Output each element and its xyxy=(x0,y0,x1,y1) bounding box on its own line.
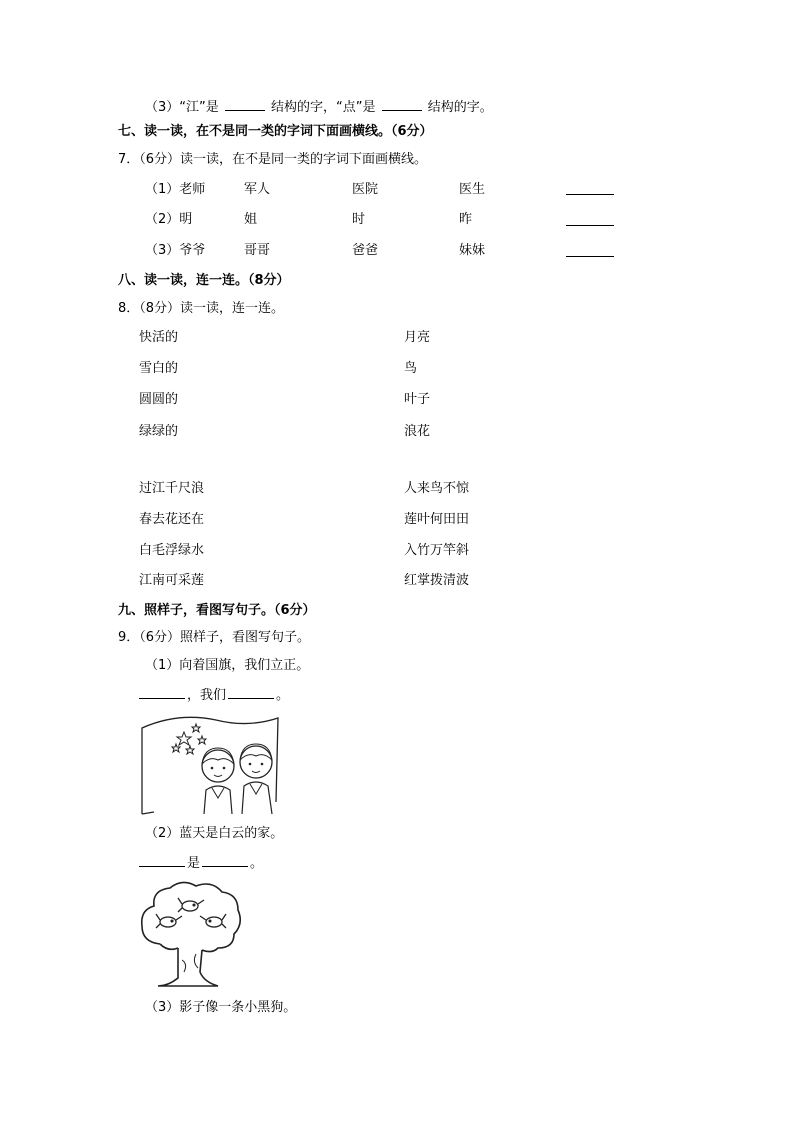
q7-row1-c1[interactable]: （1）老师 xyxy=(145,182,206,197)
q9-item1: （1）向着国旗，我们立正。 xyxy=(145,658,310,673)
q7-row2-c2[interactable]: 姐 xyxy=(244,212,258,227)
match-left-4[interactable]: 绿绿的 xyxy=(139,424,179,439)
q9-item2: （2）蓝天是白云的家。 xyxy=(145,826,284,841)
answer-blank[interactable] xyxy=(566,225,614,226)
q6-item3 xyxy=(145,97,493,116)
match-left-3[interactable]: 圆圆的 xyxy=(139,392,179,407)
answer-blank[interactable] xyxy=(139,685,185,699)
section7-heading: 七、读一读，在不是同一类的字词下面画横线。（6分） xyxy=(118,124,433,139)
q7-row2-c1[interactable]: （2）明 xyxy=(145,212,193,227)
match-left-2[interactable]: 雪白的 xyxy=(139,361,179,376)
match-right-2[interactable]: 鸟 xyxy=(404,361,418,376)
q7-row3-c2[interactable]: 哥哥 xyxy=(244,243,271,258)
answer-blank[interactable] xyxy=(228,685,274,699)
match-right-1[interactable]: 月亮 xyxy=(404,330,431,345)
q7-row3-c3[interactable]: 爸爸 xyxy=(352,243,379,258)
poem-left-4[interactable]: 江南可采莲 xyxy=(139,573,205,588)
section8-heading: 八、读一读，连一连。（8分） xyxy=(118,273,290,288)
match-right-3[interactable]: 叶子 xyxy=(404,392,431,407)
q6-item3-prefix: （3）“江”是 xyxy=(145,100,219,115)
flag-children-illustration xyxy=(138,710,290,816)
match-left-1[interactable]: 快活的 xyxy=(139,330,179,345)
q9-item3: （3）影子像一条小黑狗。 xyxy=(145,1000,297,1015)
q6-item3-suffix: 结构的字。 xyxy=(427,100,493,115)
poem-right-3[interactable]: 入竹万竿斜 xyxy=(404,543,470,558)
section9-question: 9．（6分）照样子，看图写句子。 xyxy=(118,630,311,645)
answer-blank[interactable] xyxy=(202,853,248,867)
poem-left-1[interactable]: 过江千尺浪 xyxy=(139,481,205,496)
q7-row1-c4[interactable]: 医生 xyxy=(459,182,486,197)
answer-blank[interactable] xyxy=(566,194,614,195)
answer-blank[interactable] xyxy=(225,97,265,111)
poem-left-2[interactable]: 春去花还在 xyxy=(139,512,205,527)
q9-item1-answer xyxy=(139,685,289,704)
q9-item2-end: 。 xyxy=(250,856,264,871)
section8-question: 8．（8分）读一读，连一连。 xyxy=(118,301,285,316)
q7-row3-c1[interactable]: （3）爷爷 xyxy=(145,243,206,258)
tree-birds-illustration xyxy=(138,880,246,990)
q9-item2-mid: 是 xyxy=(187,856,201,871)
answer-blank[interactable] xyxy=(382,97,422,111)
section9-heading: 九、照样子，看图写句子。（6分） xyxy=(118,603,316,618)
poem-right-1[interactable]: 人来鸟不惊 xyxy=(404,481,470,496)
poem-left-3[interactable]: 白毛浮绿水 xyxy=(139,543,205,558)
q7-row3-c4[interactable]: 妹妹 xyxy=(459,243,486,258)
q7-row1-c3[interactable]: 医院 xyxy=(352,182,379,197)
section7-question: 7．（6分）读一读，在不是同一类的字词下面画横线。 xyxy=(118,152,428,167)
answer-blank[interactable] xyxy=(566,256,614,257)
q9-item1-end: 。 xyxy=(276,688,290,703)
q9-item2-answer xyxy=(139,853,263,872)
answer-blank[interactable] xyxy=(139,853,185,867)
q7-row2-c4[interactable]: 昨 xyxy=(459,212,473,227)
q6-item3-mid: 结构的字，“点”是 xyxy=(271,100,376,115)
poem-right-2[interactable]: 莲叶何田田 xyxy=(404,512,470,527)
match-right-4[interactable]: 浪花 xyxy=(404,424,431,439)
q9-item1-mid: ，我们 xyxy=(187,688,227,703)
q7-row2-c3[interactable]: 时 xyxy=(352,212,366,227)
q7-row1-c2[interactable]: 军人 xyxy=(244,182,271,197)
poem-right-4[interactable]: 红掌拨清波 xyxy=(404,573,470,588)
